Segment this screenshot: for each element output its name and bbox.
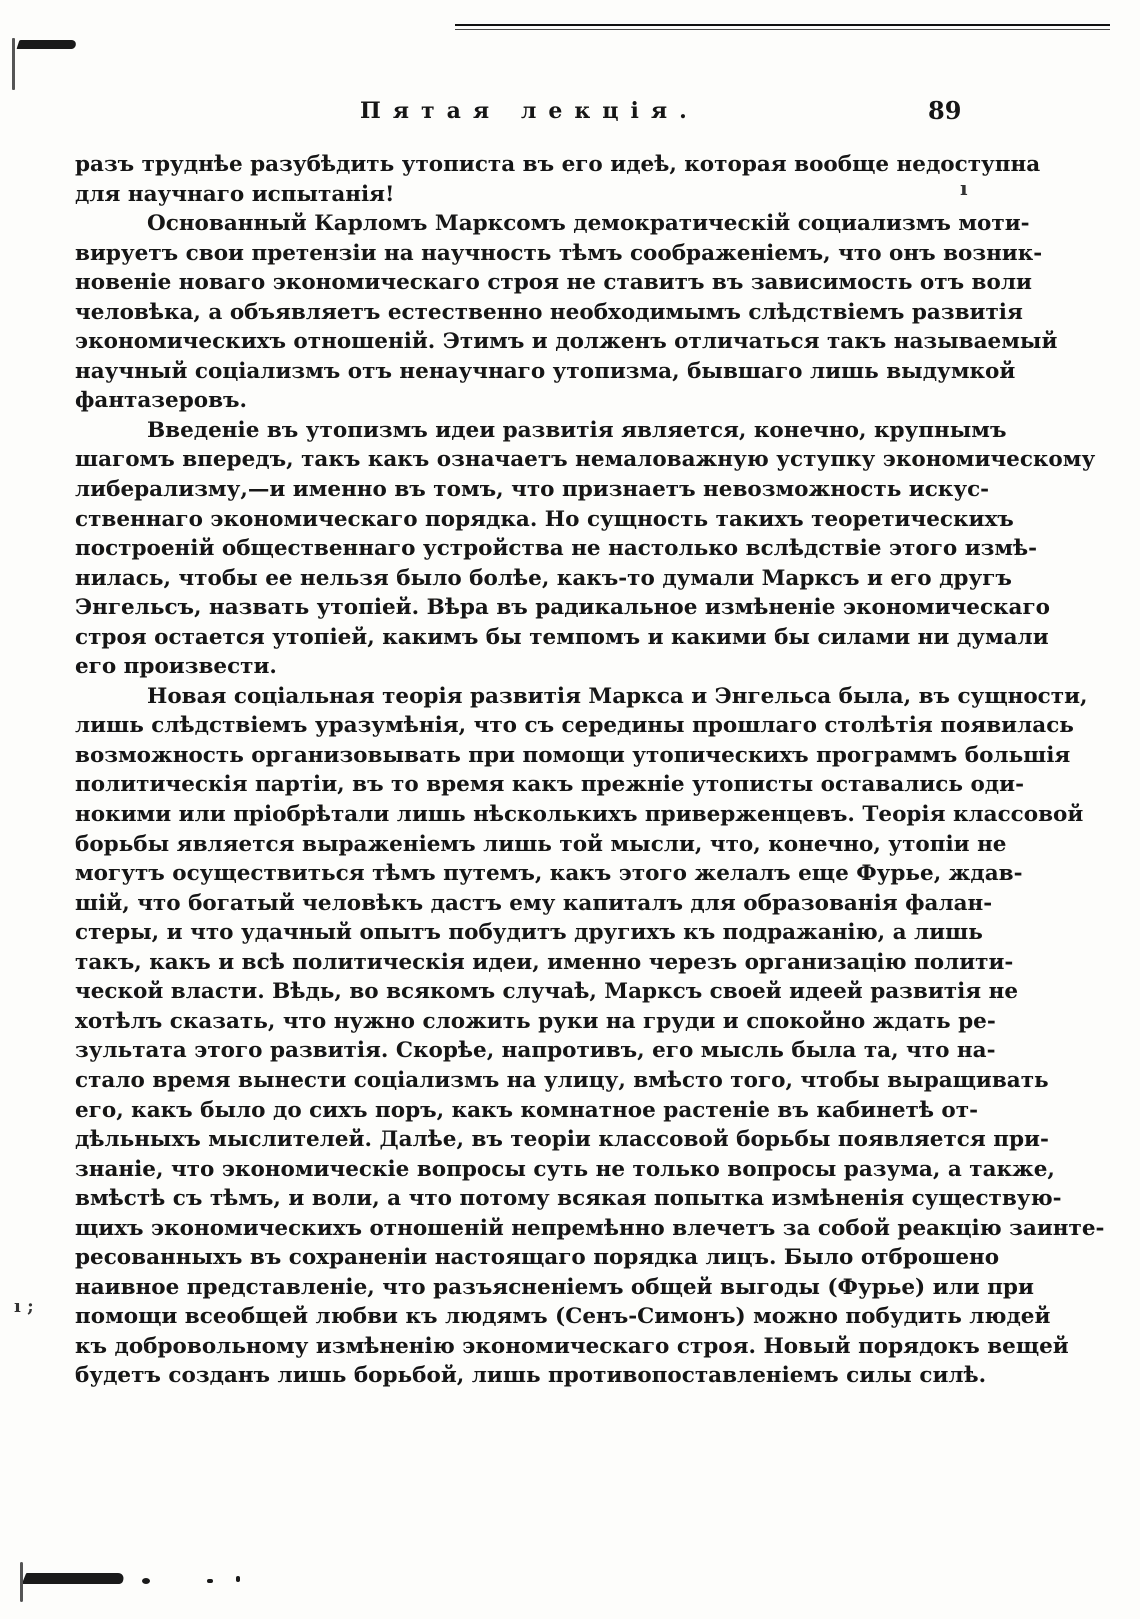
scan-speck	[207, 1579, 213, 1583]
text-line: для научнаго испытанія!	[75, 181, 395, 207]
text-line: ческой власти. Вѣдь, во всякомъ случаѣ, Марксъ своей идеей развитія не	[75, 979, 1019, 1005]
text-line: Основанный Карломъ Марксомъ демократическій социализмъ моти-	[147, 211, 1030, 237]
text-line: ресованныхъ въ сохраненіи настоящаго порядка лицъ. Было отброшено	[75, 1245, 1000, 1271]
text-line: фантазеровъ.	[75, 388, 247, 414]
scan-edge-bottom-left	[20, 1562, 23, 1602]
text-line: хотѣлъ сказать, что нужно сложить руки на груди и спокойно ждать ре-	[75, 1008, 996, 1034]
paragraph	[75, 209, 1058, 416]
text-line: Энгельсъ, назвать утопіей. Вѣра въ радикальное измѣненіе экономическаго	[75, 595, 1051, 621]
text-line: либерализму,—и именно въ томъ, что признаетъ невозможность искус-	[75, 477, 990, 503]
paragraph	[75, 150, 1041, 209]
text-line: наивное представленіе, что разъясненіемъ общей выгоды (Фурье) или при	[75, 1274, 1034, 1300]
paragraph	[75, 416, 1096, 682]
stray-mark: ı ;	[14, 1296, 34, 1317]
text-line: зультата этого развитія. Скорѣе, напротивъ, его мысль была та, что на-	[75, 1038, 996, 1064]
text-line: лишь слѣдствіемъ уразумѣнія, что съ середины прошлаго столѣтія появилась	[75, 713, 1074, 739]
text-line: такъ, какъ и всѣ политическія идеи, именно черезъ организацію полити-	[75, 949, 1014, 975]
stray-mark: ı	[960, 176, 968, 200]
text-line: будетъ созданъ лишь борьбой, лишь противопоставленіемъ силы силѣ.	[75, 1363, 987, 1389]
text-line: борьбы является выраженіемъ лишь той мысли, что, конечно, утопіи не	[75, 831, 1007, 857]
scan-blemish-bottom-left	[22, 1573, 126, 1584]
text-line: возможность организовывать при помощи утопическихъ программъ большія	[75, 742, 1071, 768]
text-line: вмѣстѣ съ тѣмъ, и воли, а что потому всякая попытка измѣненія существую-	[75, 1186, 1062, 1212]
text-line: разъ труднѣе разубѣдить утописта въ его идеѣ, которая вообще недоступна	[75, 152, 1041, 177]
top-rule	[455, 24, 1110, 26]
text-line: шагомъ впередъ, такъ какъ означаетъ немаловажную уступку экономическому	[75, 447, 1096, 473]
text-line: Новая соціальная теорія развитія Маркса и Энгельса была, въ сущности,	[147, 683, 1088, 709]
text-line: новеніе новаго экономическаго строя не ставитъ въ зависимость отъ воли	[75, 270, 1032, 296]
text-line: стеры, и что удачный опытъ побудитъ другихъ къ подражанію, а лишь	[75, 920, 983, 946]
text-line: его произвести.	[75, 654, 277, 680]
text-line: экономическихъ отношеній. Этимъ и долженъ отличаться такъ называемый	[75, 329, 1058, 355]
text-line: шій, что богатый человѣкъ дастъ ему капиталъ для образованія фалан-	[75, 890, 993, 916]
text-line: научный соціализмъ отъ ненаучнаго утопизма, бывшаго лишь выдумкой	[75, 358, 1016, 384]
running-title: Пятая лекція.	[360, 98, 699, 124]
text-line: ственнаго экономическаго порядка. Но сущность такихъ теоретическихъ	[75, 506, 1014, 532]
scan-speck	[236, 1576, 240, 1582]
text-line: вируетъ свои претензіи на научность тѣмъ соображеніемъ, что онъ возник-	[75, 240, 1043, 266]
text-line: Введеніе въ утопизмъ идеи развитія является, конечно, крупнымъ	[147, 417, 1007, 443]
text-line: знаніе, что экономическіе вопросы суть не только вопросы разума, а также,	[75, 1156, 1055, 1182]
body-text	[75, 150, 1105, 1391]
text-line: строя остается утопіей, какимъ бы темпомъ и какими бы силами ни думали	[75, 624, 1049, 650]
page-number: 89	[928, 96, 962, 125]
scan-speck	[142, 1578, 150, 1584]
text-line: построеній общественнаго устройства не настолько вслѣдствіе этого измѣ-	[75, 536, 1038, 562]
text-line: человѣка, а объявляетъ естественно необходимымъ слѣдствіемъ развитія	[75, 299, 1023, 325]
scan-blemish-top-left	[17, 40, 78, 49]
text-line: щихъ экономическихъ отношеній непремѣнно влечетъ за собой реакцію заинте-	[75, 1215, 1105, 1241]
text-line: помощи всеобщей любви къ людямъ (Сенъ-Симонъ) можно побудить людей	[75, 1304, 1051, 1330]
text-line: нилась, чтобы ее нельзя было болѣе, какъ-то думали Марксъ и его другъ	[75, 565, 1012, 591]
text-line: могутъ осуществиться тѣмъ путемъ, какъ этого желалъ еще Фурье, ждав-	[75, 861, 1023, 887]
scan-edge-top-left	[12, 38, 15, 90]
top-rule-thin	[455, 29, 1110, 30]
text-line: политическія партіи, въ то время какъ прежніе утописты оставались оди-	[75, 772, 1025, 798]
text-line: его, какъ было до сихъ поръ, какъ комнатное растеніе въ кабинетѣ от-	[75, 1097, 979, 1123]
text-line: къ добровольному измѣненію экономическаго строя. Новый порядокъ вещей	[75, 1333, 1069, 1359]
text-line: стало время вынести соціализмъ на улицу, вмѣсто того, чтобы выращивать	[75, 1067, 1049, 1093]
paragraph	[75, 682, 1105, 1391]
text-line: нокими или пріобрѣтали лишь нѣсколькихъ приверженцевъ. Теорія классовой	[75, 802, 1084, 828]
text-line: дѣльныхъ мыслителей. Далѣе, въ теоріи классовой борьбы появляется при-	[75, 1127, 1049, 1153]
